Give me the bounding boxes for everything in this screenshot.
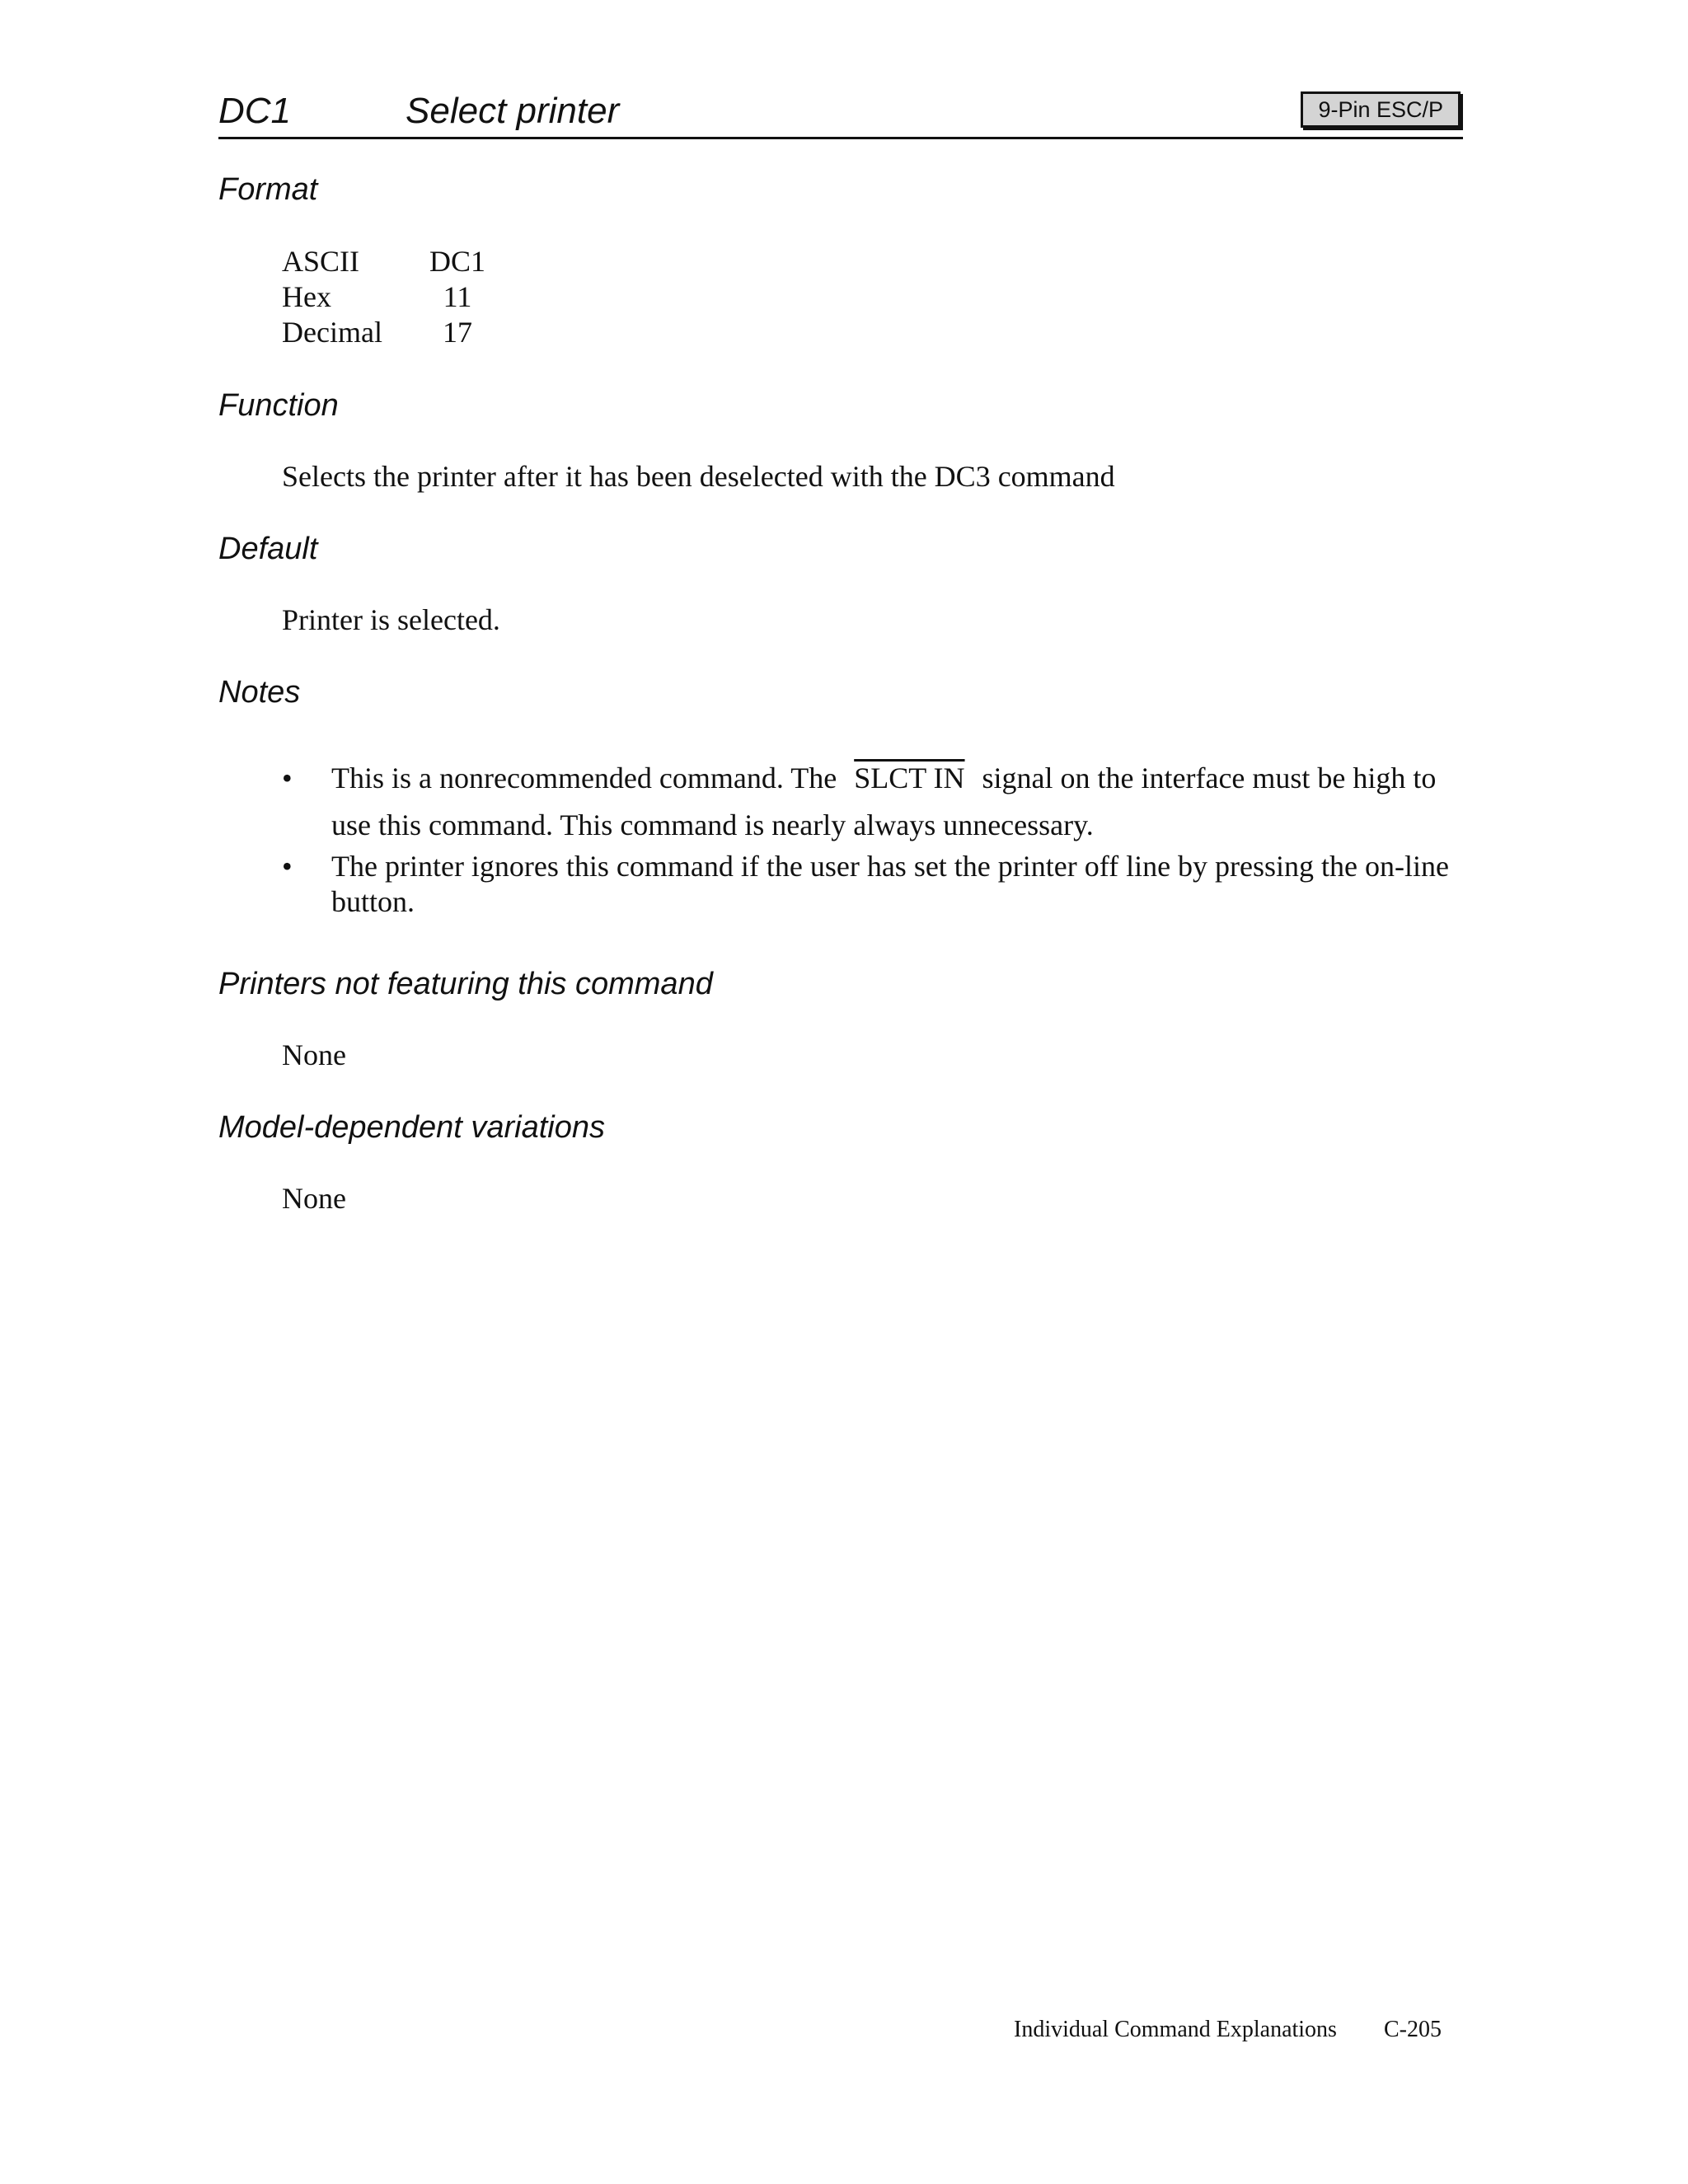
notes-list (282, 755, 1452, 920)
format-value: 17 (443, 316, 472, 349)
function-text: Selects the printer after it has been deselected with the DC3 command (282, 460, 1115, 493)
command-code: DC1 (218, 91, 292, 131)
default-text: Printer is selected. (282, 603, 500, 636)
format-label: Hex (282, 280, 331, 313)
page-number: C-205 (1383, 2017, 1442, 2042)
format-value: DC1 (429, 245, 485, 278)
format-label: Decimal (282, 316, 382, 349)
default-heading: Default (218, 532, 318, 566)
note-item (282, 755, 1452, 849)
function-heading: Function (218, 388, 339, 423)
format-table (282, 244, 495, 350)
model-variations-heading: Model-dependent variations (218, 1110, 605, 1145)
format-value: 11 (443, 280, 472, 313)
printer-family-badge: 9-Pin ESC/P (1301, 91, 1461, 128)
format-heading: Format (218, 172, 318, 207)
slct-in-signal: SLCT IN (854, 762, 965, 794)
note-text: signal on the interface must be high to use this command. This command is nearly always unnecessary. (331, 762, 1437, 841)
bullet-icon: • (282, 762, 293, 794)
note-text: The printer ignores this command if the user has set the printer off line by pressing the on-line button. (331, 850, 1449, 918)
model-variations-text: None (282, 1182, 346, 1215)
footer-title: Individual Command Explanations (1014, 2017, 1337, 2042)
notes-heading: Notes (218, 675, 301, 710)
format-row-hex (282, 279, 495, 315)
note-item (282, 849, 1452, 920)
printers-not-featuring-heading: Printers not featuring this command (218, 967, 713, 1001)
page-header (218, 82, 1463, 139)
command-title: Select printer (406, 91, 620, 131)
bullet-icon: • (282, 850, 293, 883)
format-row-decimal (282, 315, 495, 350)
format-label: ASCII (282, 245, 360, 278)
note-text: This is a nonrecommended command. The (331, 762, 837, 794)
page-footer (1014, 2016, 1442, 2044)
format-row-ascii (282, 244, 495, 279)
printers-not-featuring-text: None (282, 1038, 346, 1071)
